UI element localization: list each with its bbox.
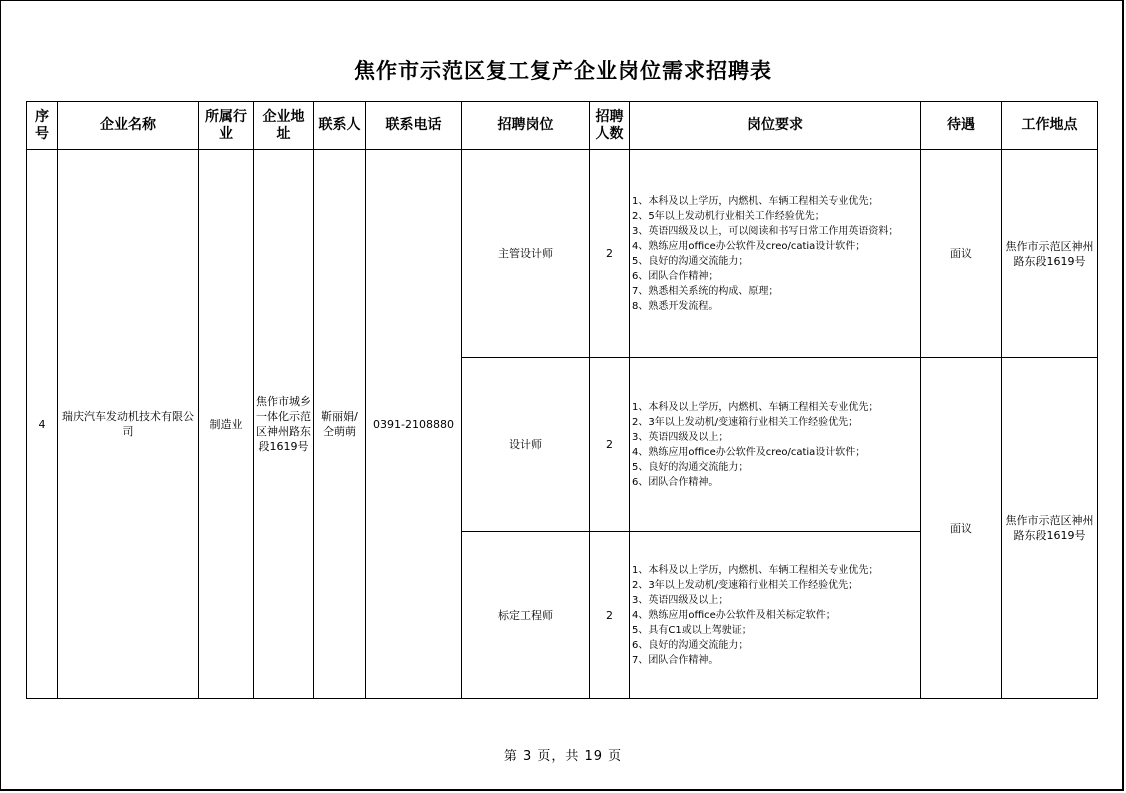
requirement-line: 4、熟练应用office办公软件及相关标定软件； bbox=[632, 609, 836, 621]
requirement-line: 3、英语四级及以上； bbox=[632, 431, 729, 443]
requirement-line: 5、良好的沟通交流能力； bbox=[632, 461, 749, 473]
requirement-line: 1、本科及以上学历，内燃机、车辆工程相关专业优先； bbox=[632, 564, 879, 576]
company-contact: 靳丽娟/仝萌萌 bbox=[314, 150, 366, 699]
header-company: 企业名称 bbox=[58, 102, 199, 150]
company-name: 瑞庆汽车发动机技术有限公司 bbox=[58, 150, 199, 699]
page-number: 第 3 页，共 19 页 bbox=[503, 749, 623, 764]
requirement-line: 4、熟练应用office办公软件及creo/catia设计软件； bbox=[632, 446, 866, 458]
requirement-line: 1、本科及以上学历，内燃机、车辆工程相关专业优先； bbox=[632, 195, 879, 207]
company-address: 焦作市城乡一体化示范区神州路东段1619号 bbox=[254, 150, 314, 699]
position-title: 标定工程师 bbox=[462, 532, 590, 699]
position-count: 2 bbox=[590, 150, 630, 358]
requirement-line: 5、具有C1或以上驾驶证； bbox=[632, 624, 752, 636]
requirement-line: 4、熟练应用office办公软件及creo/catia设计软件； bbox=[632, 240, 866, 252]
requirement-line: 6、团队合作精神； bbox=[632, 270, 719, 282]
requirement-line: 7、熟悉相关系统的构成、原理； bbox=[632, 285, 779, 297]
header-industry: 所属行业 bbox=[199, 102, 254, 150]
shared-location: 焦作市示范区神州路东段1619号 bbox=[1002, 358, 1098, 699]
position-count: 2 bbox=[590, 532, 630, 699]
header-row bbox=[27, 102, 1098, 150]
requirement-line: 5、良好的沟通交流能力； bbox=[632, 255, 749, 267]
header-count: 招聘人数 bbox=[590, 102, 630, 150]
requirement-line: 7、团队合作精神。 bbox=[632, 654, 719, 666]
position-location: 焦作市示范区神州路东段1619号 bbox=[1002, 150, 1098, 358]
company-industry: 制造业 bbox=[199, 150, 254, 699]
position-count: 2 bbox=[590, 358, 630, 532]
requirement-line: 2、3年以上发动机/变速箱行业相关工作经验优先； bbox=[632, 416, 859, 428]
header-requirements: 岗位要求 bbox=[630, 102, 921, 150]
page-title: 焦作市示范区复工复产企业岗位需求招聘表 bbox=[354, 59, 772, 83]
position-requirements bbox=[630, 358, 921, 532]
header-contact: 联系人 bbox=[314, 102, 366, 150]
company-index: 4 bbox=[27, 150, 58, 699]
header-phone: 联系电话 bbox=[366, 102, 462, 150]
position-title: 主管设计师 bbox=[462, 150, 590, 358]
company-phone: 0391-2108880 bbox=[366, 150, 462, 699]
requirement-line: 6、团队合作精神。 bbox=[632, 476, 719, 488]
header-location: 工作地点 bbox=[1002, 102, 1098, 150]
requirement-line: 1、本科及以上学历，内燃机、车辆工程相关专业优先； bbox=[632, 401, 879, 413]
requirement-line: 3、英语四级及以上，可以阅读和书写日常工作用英语资料； bbox=[632, 225, 899, 237]
position-title: 设计师 bbox=[462, 358, 590, 532]
position-requirements bbox=[630, 150, 921, 358]
position-pay: 面议 bbox=[921, 150, 1002, 358]
shared-pay: 面议 bbox=[921, 358, 1002, 699]
requirement-line: 3、英语四级及以上； bbox=[632, 594, 729, 606]
header-position: 招聘岗位 bbox=[462, 102, 590, 150]
header-pay: 待遇 bbox=[921, 102, 1002, 150]
position-requirements bbox=[630, 532, 921, 699]
requirement-line: 2、5年以上发动机行业相关工作经验优先； bbox=[632, 210, 825, 222]
requirement-line: 8、熟悉开发流程。 bbox=[632, 300, 719, 312]
recruitment-table bbox=[26, 101, 1098, 699]
requirement-line: 6、良好的沟通交流能力； bbox=[632, 639, 749, 651]
header-address: 企业地址 bbox=[254, 102, 314, 150]
requirement-line: 2、3年以上发动机/变速箱行业相关工作经验优先； bbox=[632, 579, 859, 591]
header-index: 序号 bbox=[27, 102, 58, 150]
table-row bbox=[27, 150, 1098, 358]
